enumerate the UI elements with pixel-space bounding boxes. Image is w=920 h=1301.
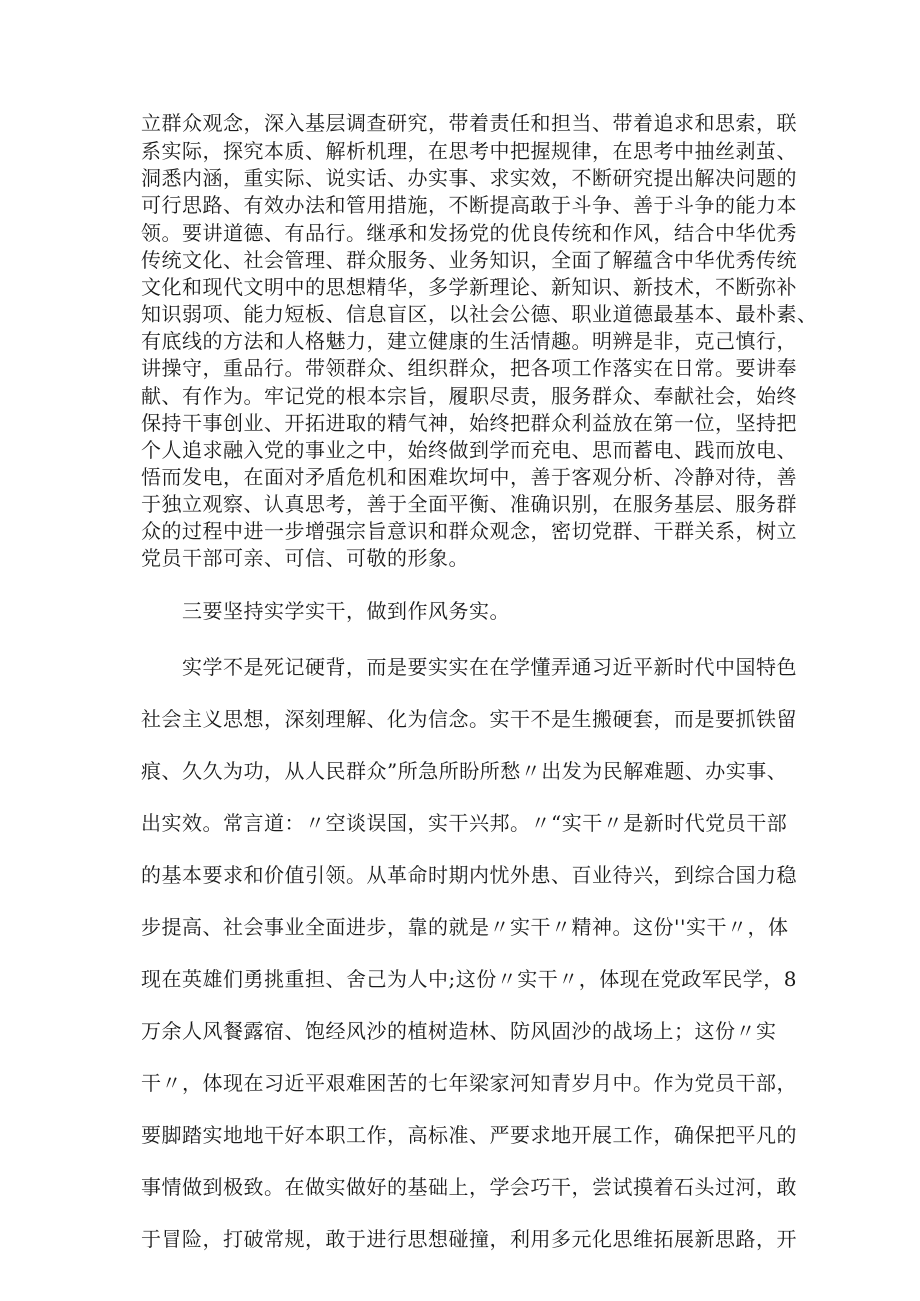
paragraph-2-line: 干〃，体现在习近平艰难困苦的七年梁家河知青岁月中。作为党员干部， (141, 1071, 797, 1095)
paragraph-2-line: 社会主义思想，深刻理解、化为信念。实干不是生搬硬套，而是要抓铁留 (141, 707, 797, 731)
paragraph-1-line: 保持干事创业、开拓进取的精气神，始终把群众利益放在第一位，坚持把 (141, 411, 797, 435)
paragraph-2-line: 现在英雄们勇挑重担、舍己为人中;这份〃实干〃，体现在党政军民学，8 (141, 967, 797, 991)
paragraph-2-line: 于冒险，打破常规，敢于进行思想碰撞，利用多元化思维拓展新思路，开 (141, 1227, 797, 1251)
paragraph-1-line: 悟而发电，在面对矛盾危机和困难坎坷中，善于客观分析、冷静对待，善 (141, 465, 797, 489)
paragraph-1-line: 党员干部可亲、可信、可敬的形象。 (141, 546, 469, 570)
paragraph-1-line: 系实际，探究本质、解析机理，在思考中把握规律，在思考中抽丝剥茧、 (141, 139, 797, 163)
paragraph-2-line: 实学不是死记硬背，而是要实实在在学懂弄通习近平新时代中国特色 (182, 655, 797, 679)
paragraph-1-line: 个人追求融入党的事业之中，始终做到学而充电、思而蓄电、践而放电、 (141, 438, 797, 462)
paragraph-1-line: 可行思路、有效办法和管用措施，不断提高敢于斗争、善于斗争的能力本 (141, 193, 797, 217)
paragraph-1-line: 文化和现代文明中的思想精华，多学新理论、新知识、新技术，不断弥补 (141, 275, 797, 299)
paragraph-2-line: 要脚踏实地地干好本职工作，高标准、严要求地开展工作，确保把平凡的 (141, 1123, 797, 1147)
paragraph-2-line: 的基本要求和价值引领。从革命时期内忧外患、百业待兴，到综合国力稳 (141, 863, 797, 887)
paragraph-1-line: 传统文化、社会管理、群众服务、业务知识，全面了解蕴含中华优秀传统 (141, 248, 797, 272)
paragraph-1-line: 洞悉内涵，重实际、说实话、办实事、求实效，不断研究提出解决问题的 (141, 166, 797, 190)
paragraph-1-line: 知识弱项、能力短板、信息盲区，以社会公德、职业道德最基本、最朴素、 (141, 302, 818, 326)
paragraph-1-line: 讲操守，重品行。带领群众、组织群众，把各项工作落实在日常。要讲奉 (141, 356, 797, 380)
paragraph-1-line: 领。要讲道德、有品行。继承和发扬党的优良传统和作风，结合中华优秀 (141, 221, 797, 245)
paragraph-2-line: 万余人风餐露宿、饱经风沙的植树造林、防风固沙的战场上；这份〃实 (141, 1019, 777, 1043)
paragraph-2-line: 痕、久久为功，从人民群众”所急所盼所愁〃出发为民解难题、办实事、 (141, 759, 788, 783)
paragraph-2-line: 步提高、社会事业全面进步，靠的就是〃实干〃精神。这份''实干〃，体 (141, 915, 789, 939)
paragraph-1-line: 众的过程中进一步增强宗旨意识和群众观念，密切党群、干群关系，树立 (141, 519, 797, 543)
paragraph-1-line: 有底线的方法和人格魅力，建立健康的生活情趣。明辨是非，克己慎行， (141, 329, 797, 353)
paragraph-2-line: 事情做到极致。在做实做好的基础上，学会巧干，尝试摸着石头过河，敢 (141, 1175, 797, 1199)
paragraph-2-line: 出实效。常言道：〃空谈误国，实干兴邦。〃“实干〃是新时代党员干部 (141, 811, 788, 835)
paragraph-1-line: 于独立观察、认真思考，善于全面平衡、准确识别，在服务基层、服务群 (141, 492, 797, 516)
section-heading: 三要坚持实学实干，做到作风务实。 (182, 599, 510, 623)
paragraph-1-line: 献、有作为。牢记党的根本宗旨，履职尽责，服务群众、奉献社会，始终 (141, 384, 797, 408)
paragraph-1-line: 立群众观念，深入基层调查研究，带着责任和担当、带着追求和思索，联 (141, 111, 797, 135)
